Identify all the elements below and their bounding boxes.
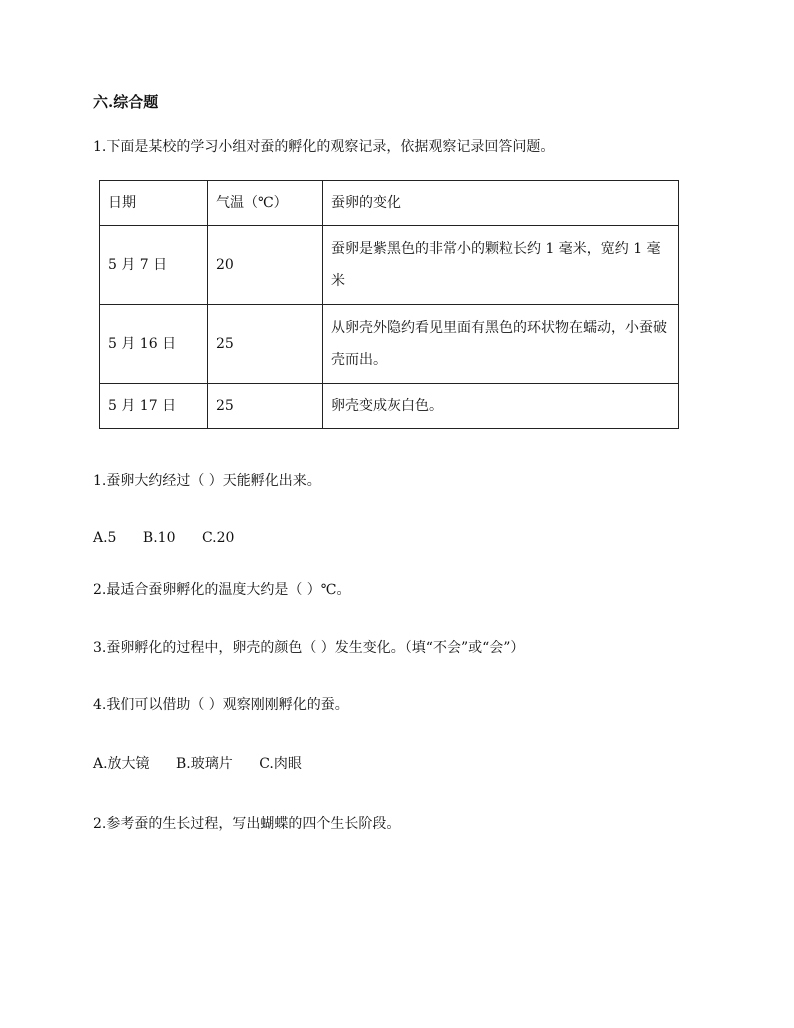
table-header-row [100, 181, 679, 226]
question-2: 2.参考蚕的生长过程，写出蝴蝶的四个生长阶段。 [93, 816, 401, 832]
table-header-cell: 日期 [100, 181, 208, 226]
table-cell-temperature: 25 [208, 305, 323, 384]
option-c: C.20 [201, 530, 235, 546]
option-a: A.放大镜 [93, 756, 150, 772]
observation-table [99, 180, 679, 429]
question-1-intro: 1.下面是某校的学习小组对蚕的孵化的观察记录，依据观察记录回答问题。 [93, 139, 555, 155]
option-b: B.玻璃片 [176, 756, 233, 772]
sub-question-3: 3.蚕卵孵化的过程中，卵壳的颜色（ ）发生变化。（填“不会”或“会”） [93, 640, 525, 656]
option-a: A.5 [93, 530, 117, 546]
table-cell-change: 蚕卵是紫黑色的非常小的颗粒长约 1 毫米，宽约 1 毫米 [323, 226, 679, 305]
table-cell-date: 5 月 7 日 [100, 226, 208, 305]
table-cell-date: 5 月 17 日 [100, 384, 208, 429]
table-cell-change: 从卵壳外隐约看见里面有黑色的环状物在蠕动，小蚕破壳而出。 [323, 305, 679, 384]
table-cell-temperature: 20 [208, 226, 323, 305]
table-header-cell: 气温（℃） [208, 181, 323, 226]
sub-question-4-options [93, 755, 324, 773]
option-b: B.10 [142, 530, 176, 546]
sub-question-1: 1.蚕卵大约经过（ ）天能孵化出来。 [93, 473, 321, 489]
sub-question-2: 2.最适合蚕卵孵化的温度大约是（ ）℃。 [93, 582, 351, 598]
option-c: C.肉眼 [259, 756, 302, 772]
sub-question-1-options [93, 529, 256, 547]
table-row [100, 305, 679, 384]
table-cell-change: 卵壳变成灰白色。 [323, 384, 679, 429]
section-title: 六.综合题 [93, 93, 159, 111]
sub-question-4: 4.我们可以借助（ ）观察刚刚孵化的蚕。 [93, 697, 349, 713]
table-header-cell: 蚕卵的变化 [323, 181, 679, 226]
table-cell-temperature: 25 [208, 384, 323, 429]
table-row [100, 384, 679, 429]
table-row [100, 226, 679, 305]
table-cell-date: 5 月 16 日 [100, 305, 208, 384]
